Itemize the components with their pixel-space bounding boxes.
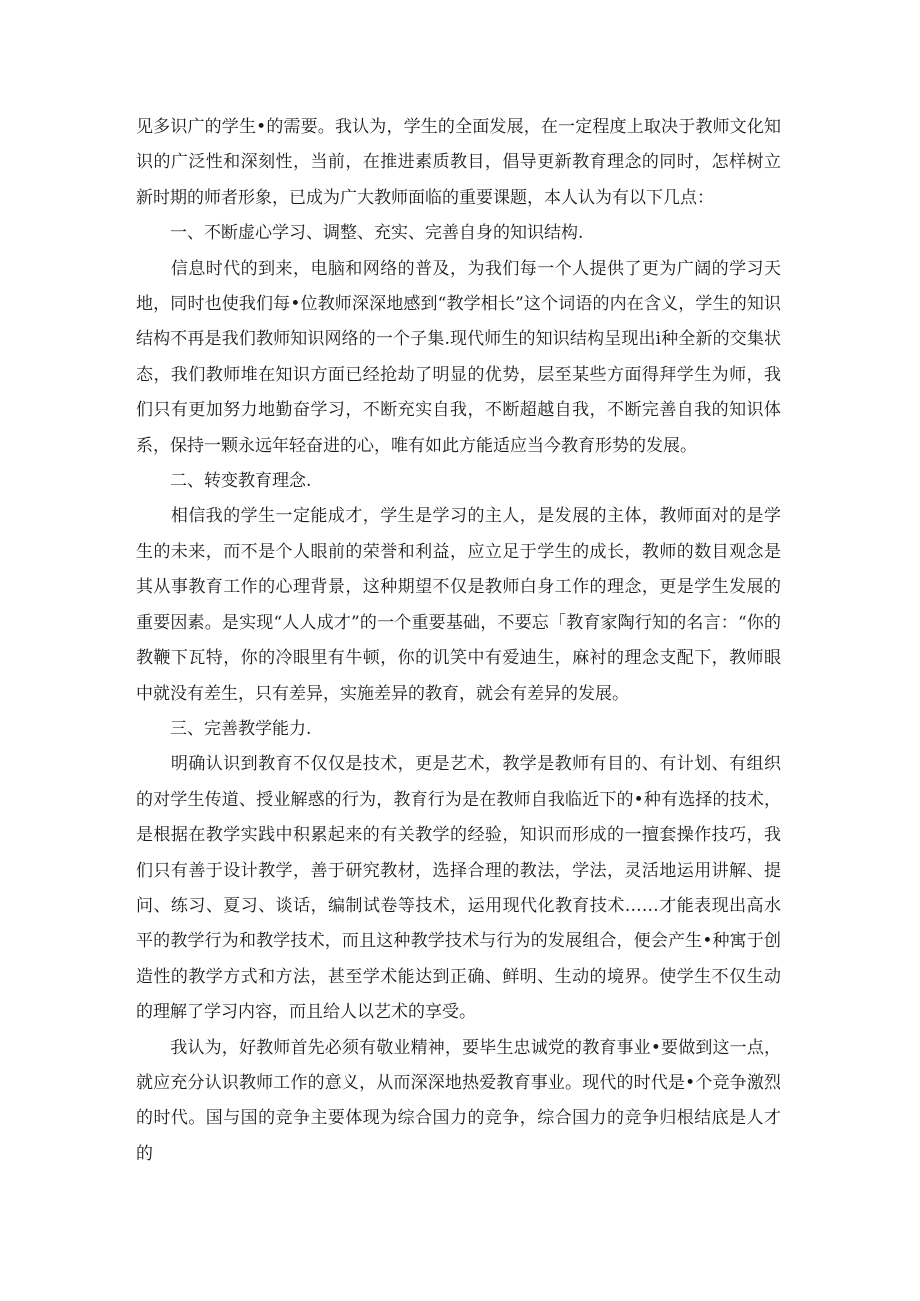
heading-section-two: 二、转变教育理念.: [136, 471, 312, 492]
heading-section-one: 一、不断虚心学习、调整、充实、完善自身的知识结构.: [136, 223, 584, 244]
paragraph-section-one: 信息时代的到来，电脑和网络的普及，为我们每一个人提供了更为广阔的学习天地，同时也使我们每•位教师深深地感到“教学相长”这个词语的内在含义，学生的知识结构不再是我们教师知识网络的一个子集.现代师生的知识结构呈现出i种全新的交集状态，我们教师堆在知识方面已经抢劫了明显的优势，层至某些方面得拜学生为师，我们只有更加努力地勤奋学习，不断充实自我，不断超越自我，不断完善自我的知识体系，保持一颗永远年轻奋进的心，唯有如此方能适应当今教育形势的发展。: [136, 258, 781, 456]
heading-section-three: 三、完善教学能力.: [136, 718, 312, 739]
paragraph-section-three: 明确认识到教育不仅仅是技术，更是艺术，教学是教师有目的、有计划、有组织的对学生传道、授业解惑的行为，教育行为是在教师自我临近下的•种有选择的技术，是根据在教学实践中积累起来的有关教学的经验，知识而形成的一擅套操作技巧，我们只有善于设计教学，善于研究教材，选择合理的教法，学法，灵活地运用讲解、提问、练习、夏习、谈话，编制试卷等技术，运用现代化教育技术……才能表现出高水平的教学行为和教学技术，而且这种教学技术与行为的发展组合，便会产生•种寓于创造性的教学方式和方法，甚至学术能达到正确、鲜明、生动的境界。使学生不仅生动的理解了学习内容，而且给人以艺术的享受。: [136, 754, 781, 1023]
paragraph-section-two: 相信我的学生一定能成才，学生是学习的主人，是发展的主体，教师面对的是学生的未来，而不是个人眼前的荣誉和利益，应立足于学生的成长，教师的数目观念是其从事教育工作的心理背景，这种期望不仅是教师白身工作的理念，更是学生发展的重要因素。是实现“人人成才”的一个重要基础，不要忘「教育家陶行知的名言：“你的教鞭下瓦特，你的冷眼里有牛顿，你的讥笑中有爱迪生，麻衬的理念支配下，教师眼中就没有差生，只有差异，实施差异的教育，就会有差异的发展。: [136, 506, 781, 704]
paragraph-dedication: 我认为，好教师首先必须有敬业精神，要毕生忠诚党的教育事业•要做到这一点，就应充分认识教师工作的意义，从而深深地热爱教育事业。现代的时代是•个竞争激烈的时代。国与国的竞争主要体现为综合国力的竞争，综合国力的竞争归根结底是人才的: [136, 1037, 781, 1164]
paragraph-intro-continuation: 见多识广的学生•的需要。我认为，学生的全面发展，在一定程度上取决于教师文化知识的广泛性和深刻性，当前，在推进素质教目，倡导更新教育理念的同时，怎样树立新时期的师者形象，已成为广大教师面临的重要课题，本人认为有以下几点：: [136, 117, 781, 208]
body-text: [136, 110, 781, 1172]
